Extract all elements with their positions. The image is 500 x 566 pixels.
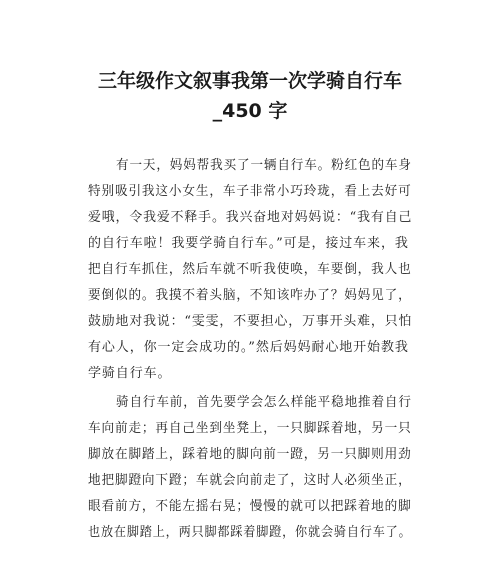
paragraph-2-line-3: 脚放在脚踏上，踩着地的脚向前一蹬，另一只脚则用劲 bbox=[88, 447, 412, 462]
paragraph-1-line-6: 要倒似的。我摸不着头脑，不知该咋办了？妈妈见了， bbox=[88, 288, 412, 303]
paragraph-2-line-6: 也放在脚踏上，两只脚都踩着脚蹬，你就会骑自行车了。 bbox=[88, 525, 412, 540]
paragraph-2-line-1: 骑自行车前，首先要学会怎么样能平稳地推着自行 bbox=[116, 395, 412, 410]
document-title-line-1: 三年级作文叙事我第一次学骑自行车 bbox=[97, 70, 402, 92]
document-title-line-2: _450 字 bbox=[212, 100, 288, 122]
paragraph-1-line-7: 鼓励地对我说：“雯雯，不要担心，万事开头难，只怕 bbox=[88, 314, 413, 329]
paragraph-2-line-4: 地把脚蹬向下蹬；车就会向前走了，这时人必须坐正， bbox=[88, 473, 412, 488]
paragraph-1-line-8: 有心人，你一定会成功的。”然后妈妈耐心地开始教我 bbox=[88, 340, 409, 355]
paragraph-1-line-4: 的自行车啦！我要学骑自行车。”可是，接过车来，我 bbox=[88, 236, 409, 251]
paragraph-1-line-5: 把自行车抓住，然后车就不听我使唤，车要倒，我人也 bbox=[88, 262, 412, 277]
paragraph-1-line-2: 特别吸引我这小女生，车子非常小巧玲珑，看上去好可 bbox=[88, 184, 412, 199]
paragraph-2-line-5: 眼看前方，不能左摇右晃；慢慢的就可以把踩着地的脚 bbox=[88, 499, 412, 514]
paragraph-1-line-1: 有一天，妈妈帮我买了一辆自行车。粉红色的车身 bbox=[116, 158, 412, 173]
paragraph-2-line-2: 车向前走；再自己坐到坐凳上，一只脚踩着地，另一只 bbox=[88, 421, 412, 436]
paragraph-1-line-3: 爱哦，令我爱不释手。我兴奋地对妈妈说：“我有自己 bbox=[88, 210, 413, 225]
paragraph-1-line-9: 学骑自行车。 bbox=[88, 366, 172, 381]
